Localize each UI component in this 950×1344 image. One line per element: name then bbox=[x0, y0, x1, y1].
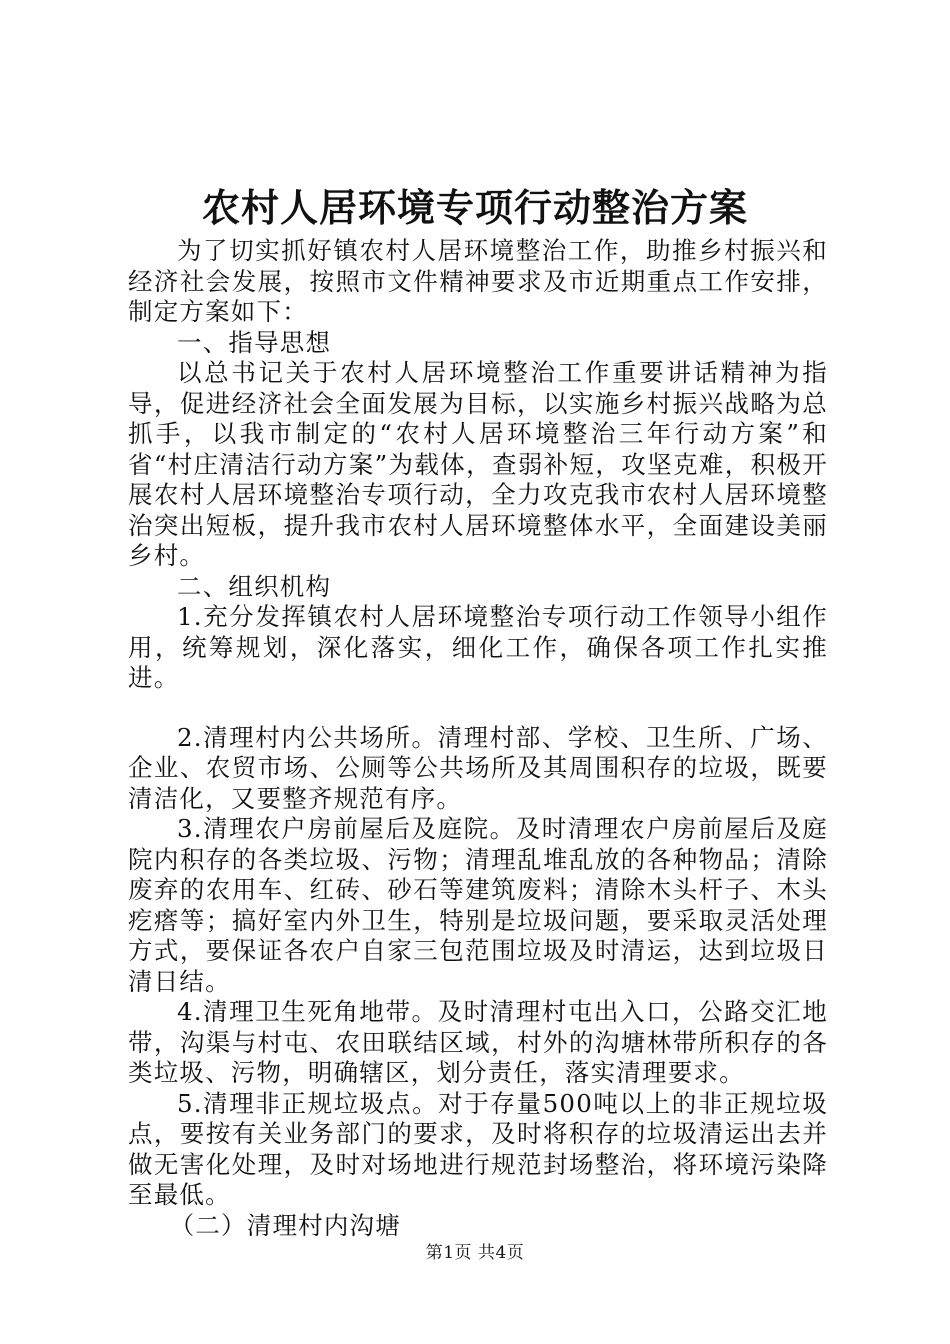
section-heading-organization: 二、组织机构 bbox=[177, 571, 332, 601]
intro-paragraph: 为了切实抓好镇农村人居环境整治工作，助推乡村振兴和经济社会发展，按照市文件精神要求及市近期重点工作安排，制定方案如下： bbox=[128, 236, 828, 326]
item-5-paragraph: 5.清理非正规垃圾点。对于存量500吨以上的非正规垃圾点，要按有关业务部门的要求，及时将积存的垃圾清运出去并做无害化处理，及时对场地进行规范封场整治，将环境污染降至最低。 bbox=[128, 1088, 828, 1209]
section-heading-guiding-ideology: 一、指导思想 bbox=[177, 327, 332, 357]
document-body bbox=[128, 236, 828, 1241]
page-indicator: 第1页 共4页 bbox=[425, 1243, 525, 1263]
item-4-paragraph: 4.清理卫生死角地带。及时清理村屯出入口，公路交汇地带，沟渠与村屯、农田联结区域，村外的沟塘林带所积存的各类垃圾、污物，明确辖区，划分责任，落实清理要求。 bbox=[128, 997, 828, 1087]
subsection-heading-ponds: （二）清理村内沟塘 bbox=[169, 1210, 401, 1240]
item-3-paragraph: 3.清理农户房前屋后及庭院。及时清理农户房前屋后及庭院内积存的各类垃圾、污物；清理乱堆乱放的各种物品；清除废弃的农用车、红砖、砂石等建筑废料；清除木头杆子、木头疙瘩等；搞好室内外卫生，特别是垃圾问题，要采取灵活处理方式，要保证各农户自家三包范围垃圾及时清运，达到垃圾日清日结。 bbox=[128, 814, 828, 996]
document-title: 农村人居环境专项行动整治方案 bbox=[201, 185, 748, 230]
guiding-ideology-paragraph: 以总书记关于农村人居环境整治工作重要讲话精神为指导，促进经济社会全面发展为目标，以实施乡村振兴战略为总抓手，以我市制定的“农村人居环境整治三年行动方案”和省“村庄清洁行动方案”为载体，查弱补短，攻坚克难，积极开展农村人居环境整治专项行动，全力攻克我市农村人居环境整治突出短板，提升我市农村人居环境整体水平，全面建设美丽乡村。 bbox=[128, 358, 828, 570]
item-2-paragraph: 2.清理村内公共场所。清理村部、学校、卫生所、广场、企业、农贸市场、公厕等公共场所及其周围积存的垃圾，既要清洁化，又要整齐规范有序。 bbox=[128, 722, 828, 813]
paragraph-spacer bbox=[128, 694, 828, 723]
item-1-paragraph: 1.充分发挥镇农村人居环境整治专项行动工作领导小组作用，统筹规划，深化落实，细化工作，确保各项工作扎实推进。 bbox=[128, 602, 828, 692]
